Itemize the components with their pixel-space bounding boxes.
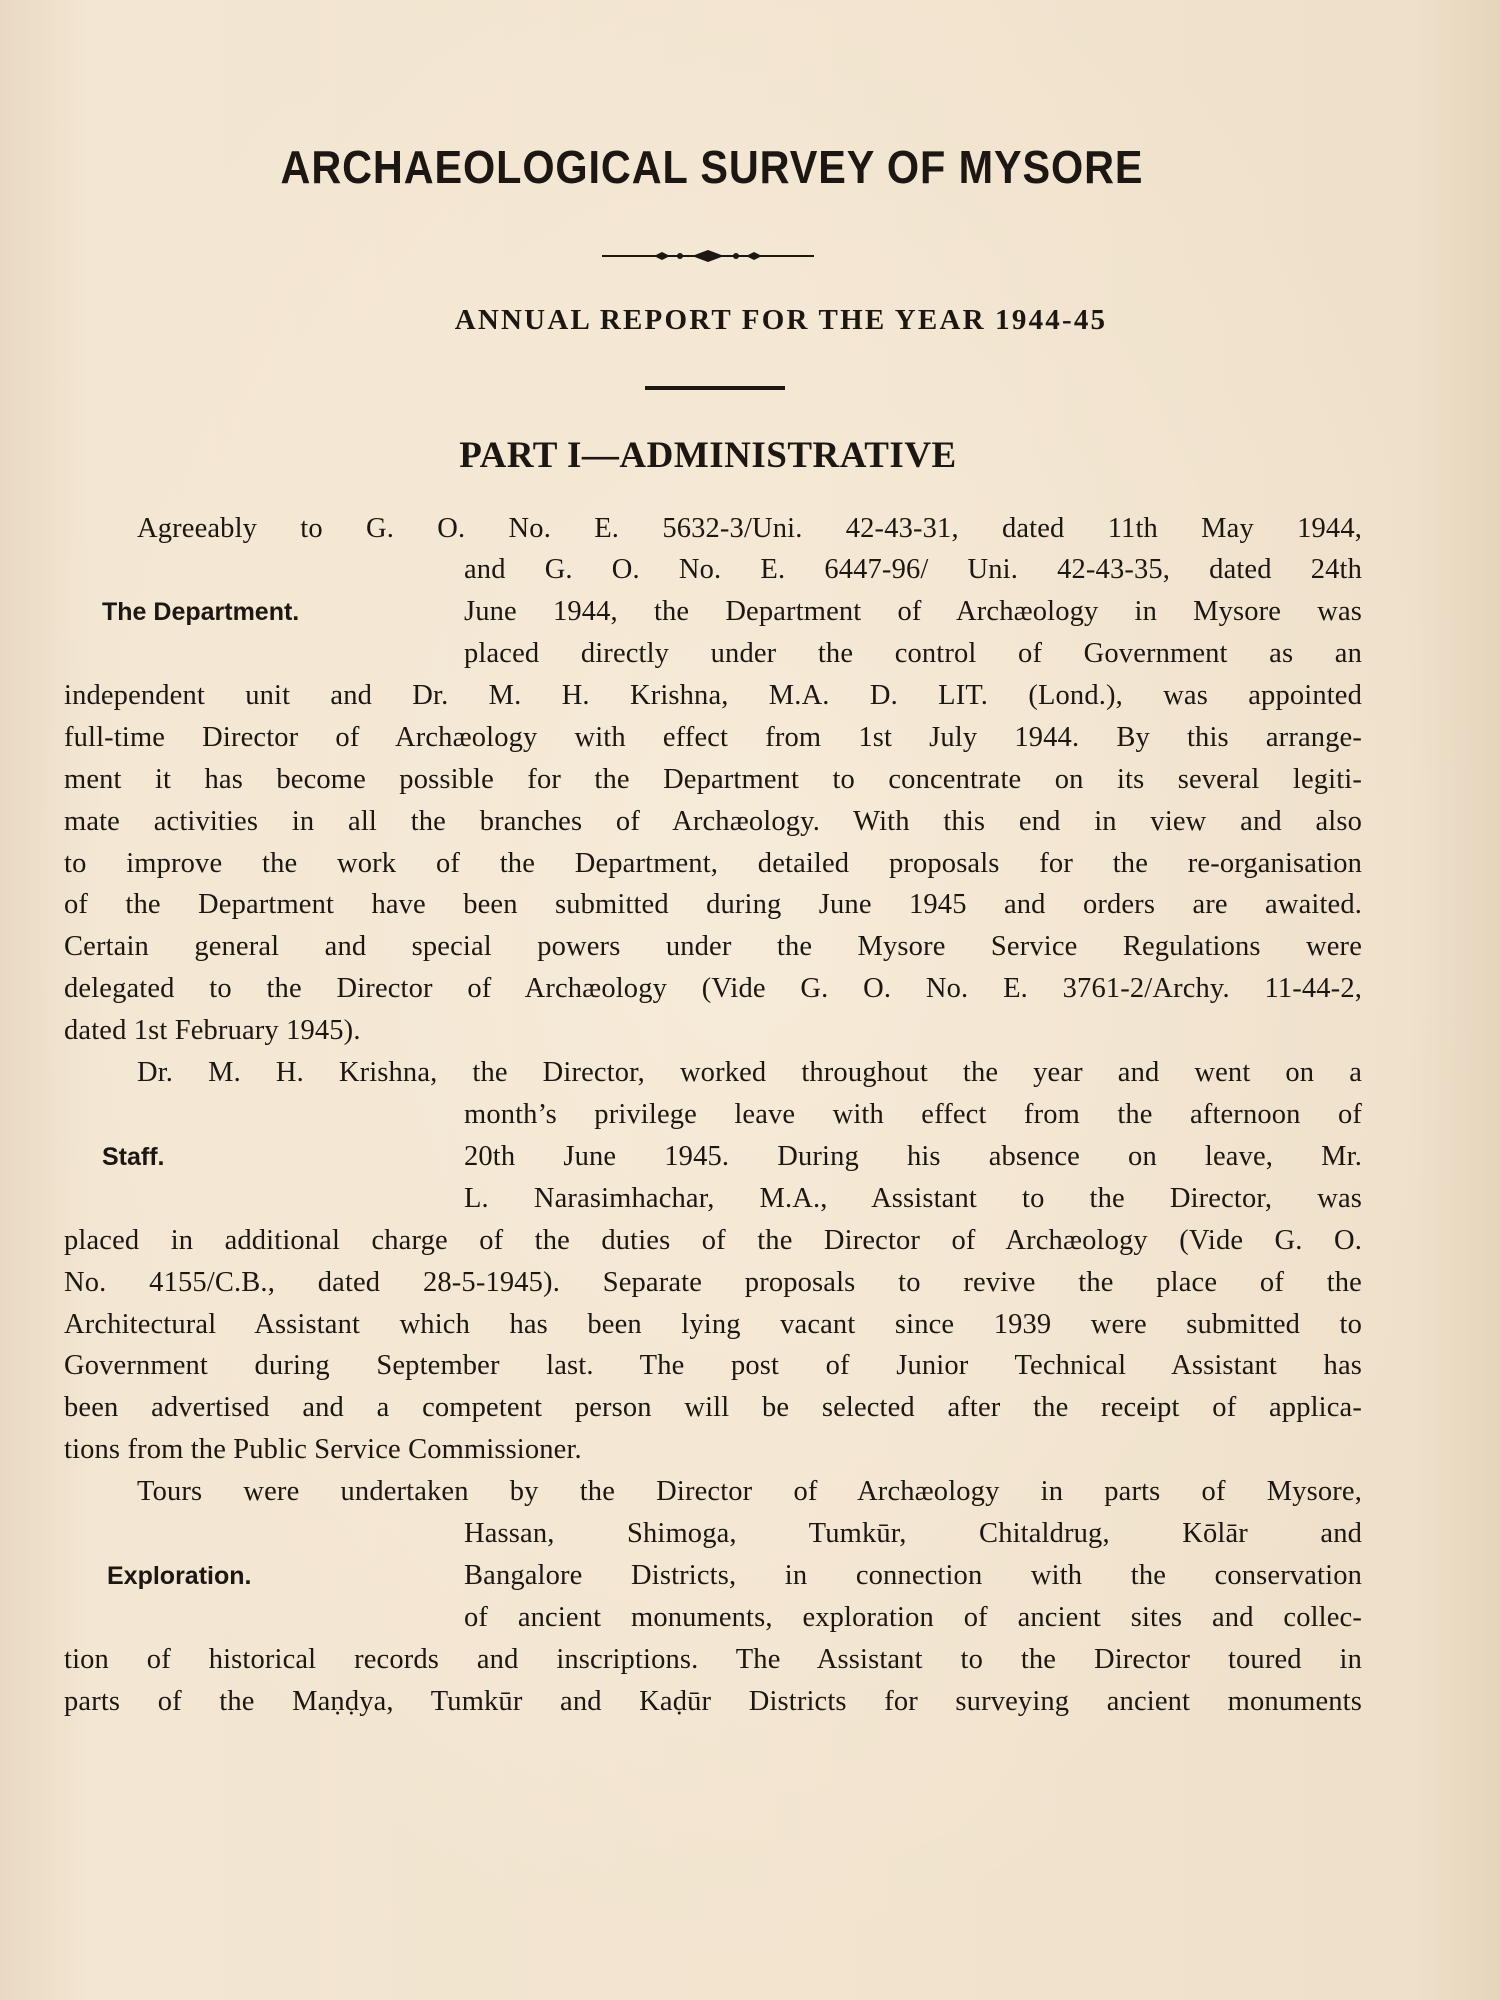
body-line: L. Narasimhachar, M.A., Assistant to the Director, was xyxy=(464,1183,1362,1214)
body-line: delegated to the Director of Archæology (Vide G. O. No. E. 3761-2/Archy. 11-44-2, xyxy=(64,973,1362,1004)
body-line: Hassan, Shimoga, Tumkūr, Chitaldrug, Kōlār and xyxy=(464,1518,1362,1549)
body-line: 20th June 1945. During his absence on leave, Mr. xyxy=(464,1141,1362,1172)
body-line: been advertised and a competent person will be selected after the receipt of applica- xyxy=(64,1392,1362,1423)
body-line: Tours were undertaken by the Director of Archæology in parts of Mysore, xyxy=(137,1476,1362,1507)
body-line: placed directly under the control of Government as an xyxy=(464,638,1362,669)
subtitle-rule xyxy=(645,386,785,390)
body-line: parts of the Maṇḍya, Tumkūr and Kaḍūr Districts for surveying ancient monuments xyxy=(64,1686,1362,1717)
body-line: June 1944, the Department of Archæology in Mysore was xyxy=(464,596,1362,627)
body-line: to improve the work of the Department, detailed proposals for the re-organisation xyxy=(64,848,1362,879)
side-heading-exploration: Exploration. xyxy=(107,1562,252,1590)
body-line: ment it has become possible for the Department to concentrate on its several legiti- xyxy=(64,764,1362,795)
body-line: Agreeably to G. O. No. E. 5632-3/Uni. 42-43-31, dated 11th May 1944, xyxy=(137,513,1362,544)
body-line: Dr. M. H. Krishna, the Director, worked throughout the year and went on a xyxy=(137,1057,1362,1088)
side-heading-department: The Department. xyxy=(102,598,300,626)
body-line: month’s privilege leave with effect from the afternoon of xyxy=(464,1099,1362,1130)
part-heading: PART I—ADMINISTRATIVE xyxy=(459,435,957,476)
body-line: Bangalore Districts, in connection with the conservation xyxy=(464,1560,1362,1591)
body-line: Certain general and special powers under the Mysore Service Regulations were xyxy=(64,931,1362,962)
body-line: Government during September last. The post of Junior Technical Assistant has xyxy=(64,1350,1362,1381)
body-line: of ancient monuments, exploration of ancient sites and collec- xyxy=(464,1602,1362,1633)
body-line: full-time Director of Archæology with effect from 1st July 1944. By this arrange- xyxy=(64,722,1362,753)
body-line: mate activities in all the branches of Archæology. With this end in view and also xyxy=(64,806,1362,837)
body-line: and G. O. No. E. 6447-96/ Uni. 42-43-35, dated 24th xyxy=(464,554,1362,585)
side-heading-staff: Staff. xyxy=(102,1143,165,1171)
body-line: No. 4155/C.B., dated 28-5-1945). Separate proposals to revive the place of the xyxy=(64,1267,1362,1298)
body-line: tions from the Public Service Commissioner. xyxy=(64,1434,582,1465)
body-line: dated 1st February 1945). xyxy=(64,1015,361,1046)
report-subtitle: ANNUAL REPORT FOR THE YEAR 1944-45 xyxy=(454,304,1108,336)
document-title: ARCHAEOLOGICAL SURVEY OF MYSORE xyxy=(280,141,1144,193)
body-line: Architectural Assistant which has been lying vacant since 1939 were submitted to xyxy=(64,1309,1362,1340)
body-line: tion of historical records and inscriptions. The Assistant to the Director toured in xyxy=(64,1644,1362,1675)
body-line: independent unit and Dr. M. H. Krishna, M.A. D. LIT. (Lond.), was appointed xyxy=(64,680,1362,711)
title-ornament-divider xyxy=(602,248,814,264)
body-line: placed in additional charge of the duties of the Director of Archæology (Vide G. O. xyxy=(64,1225,1362,1256)
body-line: of the Department have been submitted during June 1945 and orders are awaited. xyxy=(64,889,1362,920)
